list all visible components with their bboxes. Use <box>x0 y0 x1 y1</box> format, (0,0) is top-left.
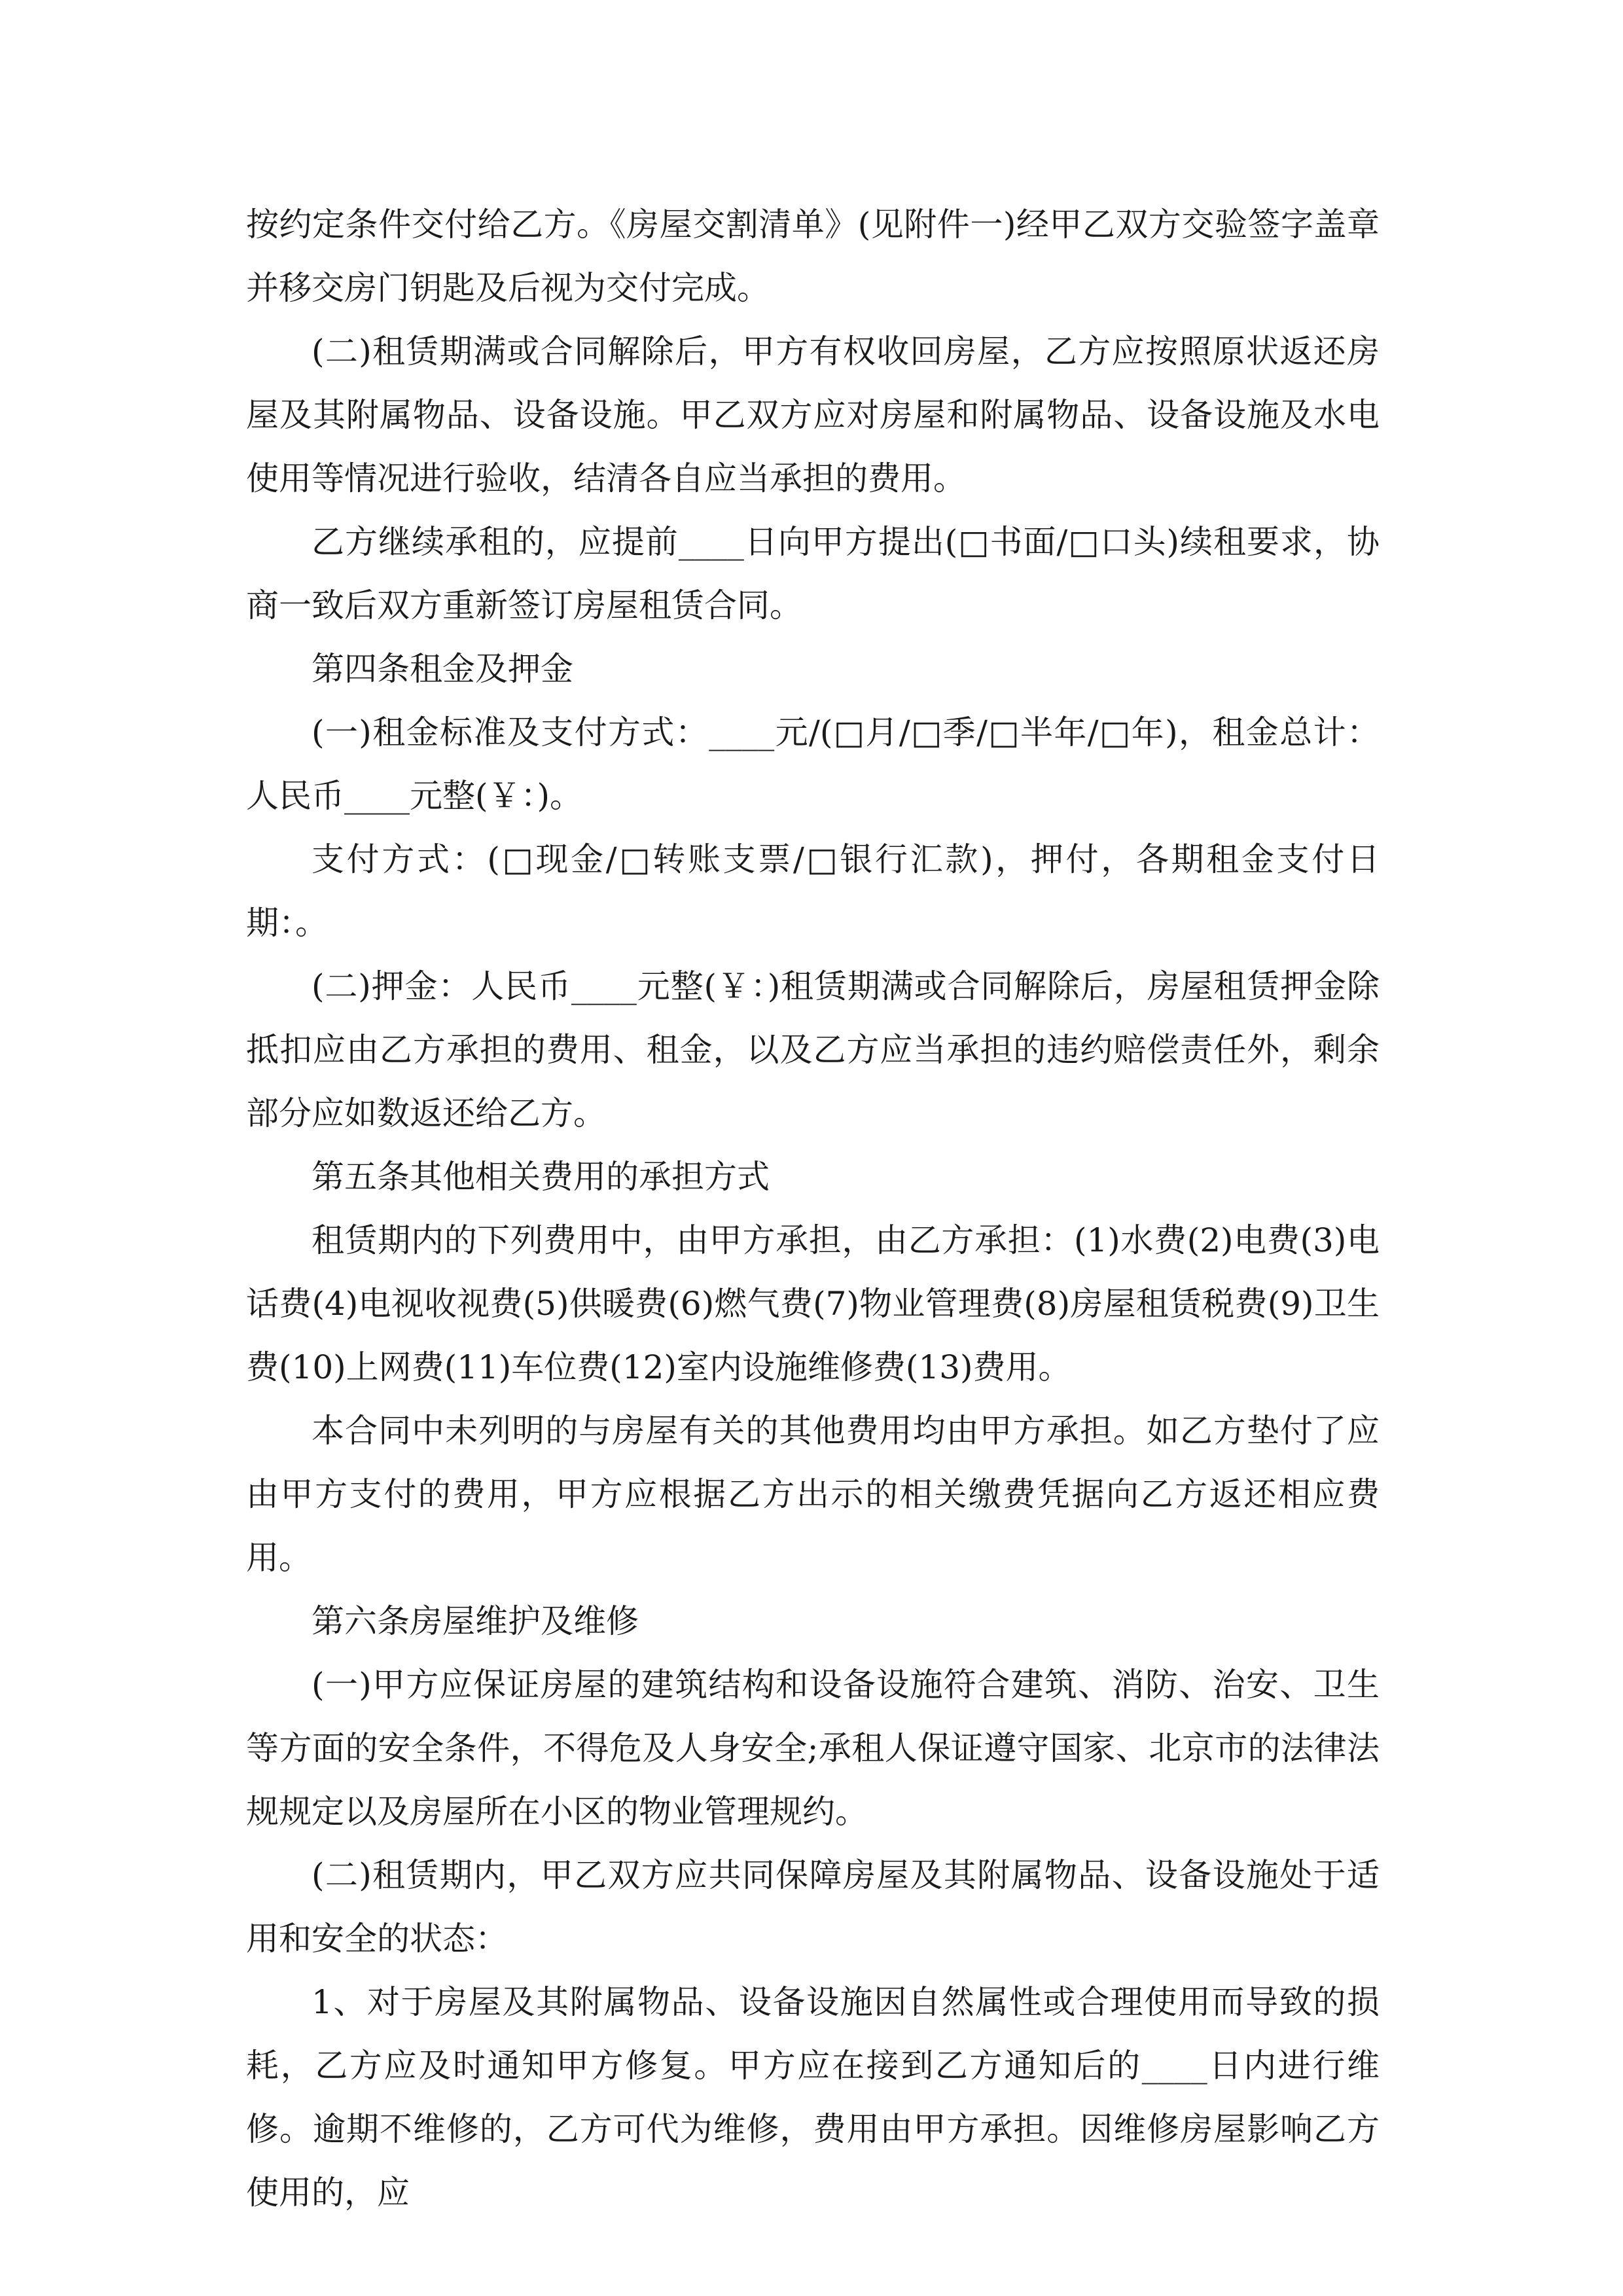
document-body <box>246 193 1380 2225</box>
paragraph-payment-method: 支付方式：(□现金/□转账支票/□银行汇款)，押付，各期租金支付日期：。 <box>246 840 1380 942</box>
section-heading-article-4: 第四条租金及押金 <box>312 650 573 688</box>
section-heading-article-5: 第五条其他相关费用的承担方式 <box>312 1158 770 1196</box>
section-heading-article-6: 第六条房屋维护及维修 <box>312 1602 639 1640</box>
paragraph-lease-termination: (二)租赁期满或合同解除后，甲方有权收回房屋，乙方应按照原状返还房屋及其附属物品、设备设施。甲乙双方应对房屋和附属物品、设备设施及水电使用等情况进行验收，结清各自应当承担的费用。 <box>246 332 1380 497</box>
paragraph-deposit: (二)押金：人民币____元整(￥：)租赁期满或合同解除后，房屋租赁押金除抵扣应由乙方承担的费用、租金，以及乙方应当承担的违约赔偿责任外，剩余部分应如数返还给乙方。 <box>246 967 1380 1132</box>
paragraph-joint-maintenance: (二)租赁期内，甲乙双方应共同保障房屋及其附属物品、设备设施处于适用和安全的状态： <box>246 1856 1380 1958</box>
paragraph-other-fees: 本合同中未列明的与房屋有关的其他费用均由甲方承担。如乙方垫付了应由甲方支付的费用，甲方应根据乙方出示的相关缴费凭据向乙方返还相应费用。 <box>246 1412 1380 1577</box>
paragraph-fees-list: 租赁期内的下列费用中，由甲方承担，由乙方承担：(1)水费(2)电费(3)电话费(4)电视收视费(5)供暖费(6)燃气费(7)物业管理费(8)房屋租赁税费(9)卫生费(10)上网费(11)车位费(12)室内设施维修费(13)费用。 <box>246 1221 1380 1386</box>
paragraph-safety-conditions: (一)甲方应保证房屋的建筑结构和设备设施符合建筑、消防、治安、卫生等方面的安全条件，不得危及人身安全;承租人保证遵守国家、北京市的法律法规规定以及房屋所在小区的物业管理规约。 <box>246 1666 1380 1831</box>
paragraph-repair-clause: 1、对于房屋及其附属物品、设备设施因自然属性或合理使用而导致的损耗，乙方应及时通知甲方修复。甲方应在接到乙方通知后的____日内进行维修。逾期不维修的，乙方可代为维修，费用由甲方承担。因维修房屋影响乙方使用的，应 <box>246 1983 1380 2212</box>
paragraph-rent-standard: (一)租金标准及支付方式：____元/(□月/□季/□半年/□年)，租金总计：人民币____元整(￥：)。 <box>246 713 1380 815</box>
paragraph-continuation: 按约定条件交付给乙方。《房屋交割清单》(见附件一)经甲乙双方交验签字盖章并移交房门钥匙及后视为交付完成。 <box>246 206 1380 307</box>
paragraph-renewal: 乙方继续承租的，应提前____日向甲方提出(□书面/□口头)续租要求，协商一致后双方重新签订房屋租赁合同。 <box>246 523 1380 624</box>
